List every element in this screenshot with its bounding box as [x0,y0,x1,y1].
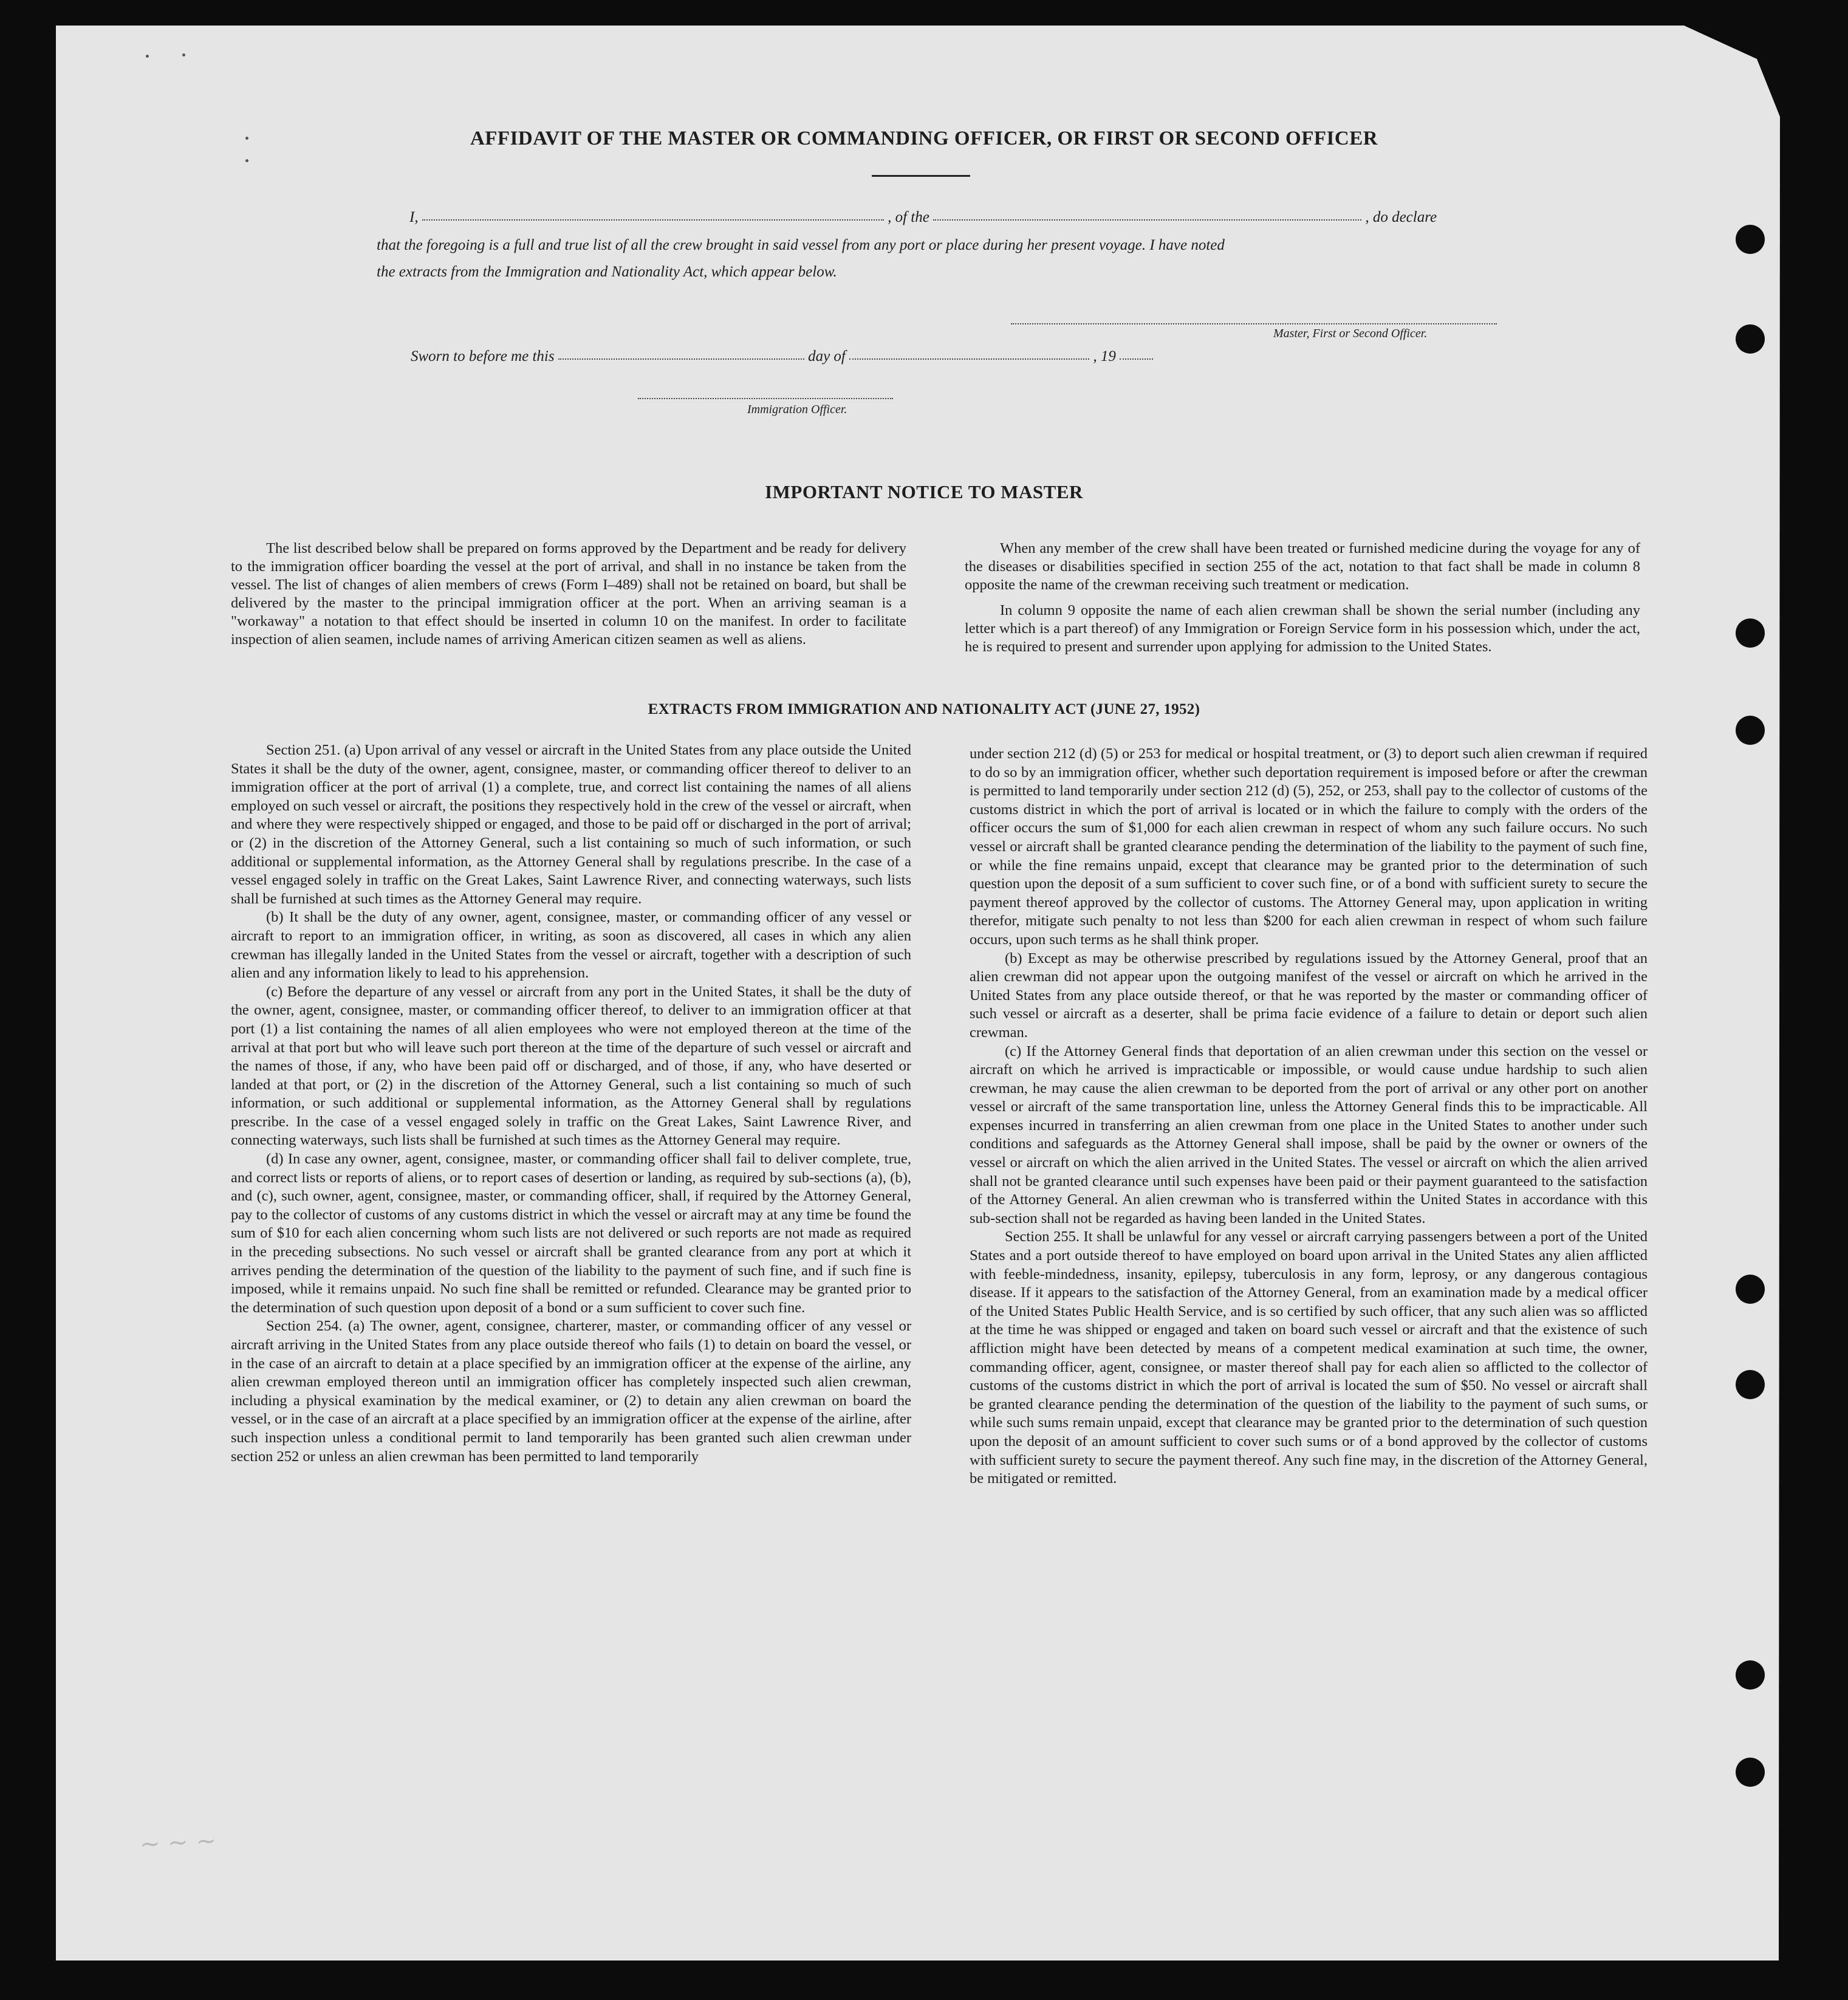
binder-hole [1736,324,1765,354]
speck [245,159,248,162]
year-prefix: , 19 [1093,348,1116,365]
i-label: I, [409,209,419,225]
binder-hole [1736,225,1765,254]
day-blank [558,358,804,360]
declaration-line [409,209,1437,226]
sworn-line [411,348,1153,365]
binder-hole [1736,1758,1765,1787]
binder-hole [1736,1370,1765,1399]
name-blank [422,219,884,221]
month-blank [849,358,1089,360]
of-the-label: , of the [888,209,929,225]
affidavit-title: AFFIDAVIT OF THE MASTER OR COMMANDING OFFICER, OR FIRST OR SECOND OFFICER [470,128,1378,149]
do-declare-label: , do declare [1365,209,1437,225]
section-254-a: Section 254. (a) The owner, agent, consignee, charterer, master, or commanding officer of any vessel or aircraft arriving in the United States from any place outside thereof who fails (1) to detain on board the vessel, or in the case of an aircraft to detain at a place specified by an immigration officer at the expense of the airline, any alien crewman employed thereon until an immigration officer has completely inspected such alien crewman, including a physical examination by the medical examiner, or (2) to detain any alien crewman on board the vessel, or in the case of an aircraft at a place specified by an immigration officer at the expense of the airline, after such inspection unless a conditional permit to land temporarily has been granted such alien crewman under section 252 or unless an alien crewman has been permitted to land temporarily [231,1318,911,1465]
binder-hole [1736,1660,1765,1690]
section-251-c: (c) Before the departure of any vessel or aircraft from any port in the United States, it shall be the duty of the owner, agent, consignee, master, or commanding officer thereof, to deliver to an immigration officer at that port (1) a list containing the names of all alien employees who were not employed thereon at the time of the arrival at that port but who will leave such port thereon at the time of the departure of such vessel or aircraft and the names of those, if any, who have been paid off or discharged, and of those, if any, who have deserted or landed at that port, or (2) in the discretion of the Attorney General, such a list containing so much of such information, or such additional or supplemental information, as the Attorney General shall by regulations prescribe. In the case of a vessel engaged solely in traffic on the Great Lakes, Saint Lawrence River, and connecting waterways, such lists shall be furnished at such times as the Attorney General may require. [231,983,911,1149]
title-rule [872,175,970,177]
binder-hole [1736,1275,1765,1304]
section-254-b: (b) Except as may be otherwise prescribed by regulations issued by the Attorney General, proof that an alien crewman did not appear upon the outgoing manifest of the vessel or aircraft on which he arrived in the United States from any place outside thereof, or that he was reported by the master or commanding officer of such vessel or aircraft as a deserter, shall be prima facie evidence of a failure to detain or deport such alien crewman. [970,950,1648,1041]
statement-line-1: that the foregoing is a full and true list of all the crew brought in said vessel from any port or place during her present voyage. I have noted [377,237,1225,253]
officer-signature-label: Immigration Officer. [747,403,847,416]
section-254-a-continued: under section 212 (d) (5) or 253 for medical or hospital treatment, or (3) to deport such alien crewman if required to do so by an immigration officer, whether such deportation requirement is imposed before or after the crewman is permitted to land temporarily under section 212 (d) (5), 252, or 253, shall pay to the collector of customs of the customs district in which the port of arrival is located or in which the failure to comply with the orders of the officer occurs the sum of $1,000 for each alien crewman in respect of whom any such failure occurs. No such vessel or aircraft shall be granted clearance pending the determination of the liability to the payment of such fine, or while the fine remains unpaid, except that clearance may be granted prior to the determination of such question upon the deposit of a sum sufficient to cover such fine, or of a bond with sufficient surety to secure the payment thereof approved by the collector of customs. The Attorney General may, upon application in writing therefor, mitigate such penalty to not less than $200 for each alien crewman in respect of whom such failure occurs, upon such terms as he shall think proper. [970,745,1648,948]
master-signature-line [1011,323,1497,324]
notice-right-paragraph-1: When any member of the crew shall have been treated or furnished medicine during the voyage for any of the diseases or disabilities specified in section 255 of the act, notation to that fact shall be made in column 8 opposite the name of the crewman receiving such treatment or medication. [965,540,1640,593]
notice-right-paragraph-2: In column 9 opposite the name of each alien crewman shall be shown the serial number (including any letter which is a part thereof) of any Immigration or Foreign Service form in his possession which, under the act, he is required to present and surrender upon applying for admission to the United States. [965,602,1640,655]
section-254-c: (c) If the Attorney General finds that deportation of an alien crewman under this section on the vessel or aircraft on which he arrived is impracticable or impossible, or would cause undue hardship to such alien crewman, he may cause the alien crewman to be deported from the port of arrival or any other port on another vessel or aircraft of the same transportation line, unless the Attorney General finds this to be impracticable. All expenses incurred in transferring an alien crewman from one place in the United States to another under such conditions and safeguards as the Attorney General shall impose, shall be paid by the owner or owners of the vessel or aircraft on which the alien arrived in the United States. The vessel or aircraft on which the alien arrived shall not be granted clearance until such expenses have been paid or their payment guaranteed to the satisfaction of the Attorney General. An alien crewman who is transferred within the United States in accordance with this sub-section shall not be regarded as having been landed in the United States. [970,1043,1648,1227]
notice-right-column [965,539,1640,663]
section-255: Section 255. It shall be unlawful for any vessel or aircraft carrying passengers between a port of the United States and a port outside thereof to have employed on board upon arrival in the United States any alien afflicted with feeble-mindedness, insanity, epilepsy, tuberculosis in any form, leprosy, or any dangerous contagious disease. If it appears to the satisfaction of the Attorney General, from an examination made by a medical officer of the United States Public Health Service, and is so certified by such officer, that any such alien was so afflicted at the time he was shipped or engaged and taken on board such vessel or aircraft and that the existence of such affliction might have been detected by means of a competent medical examination at such time, the owner, commanding officer, agent, consignee, or master thereof shall pay for each alien so afflicted to the collector of customs of the customs district in which the port of arrival is located the sum of $50. No vessel or aircraft shall be granted clearance pending the determination of the question of the liability to the payment of such sums, or while such sums remain unpaid, except that clearance may be granted prior to the determination of such question upon the deposit of an amount sufficient to cover such sums or of a bond approved by the collector of customs with sufficient surety to secure the payment thereof. Any such fine may, in the discretion of the Attorney General, be mitigated or remitted. [970,1228,1648,1487]
extracts-title: EXTRACTS FROM IMMIGRATION AND NATIONALITY ACT (JUNE 27, 1952) [648,701,1200,717]
binder-hole [1736,618,1765,648]
section-251-a: Section 251. (a) Upon arrival of any vessel or aircraft in the United States from any place outside the United States it shall be the duty of the owner, agent, consignee, master, or commanding officer thereof to deliver to an immigration officer at the port of arrival (1) a complete, true, and correct list containing the names of all aliens employed on such vessel or aircraft, the positions they respectively hold in the crew of the vessel or aircraft, when and where they were respectively shipped or engaged, and those to be paid off or discharged in the port of arrival; or (2) in the discretion of the Attorney General, such a list containing so much of such information, or such additional or supplemental information, as the Attorney General shall by regulations prescribe. In the case of a vessel engaged solely in traffic on the Great Lakes, Saint Lawrence River, and connecting waterways, such lists shall be furnished at such times as the Attorney General may require. [231,742,911,907]
extracts-right-column [970,745,1648,1488]
officer-signature-line [638,398,893,399]
notice-left-paragraph: The list described below shall be prepared on forms approved by the Department and be ready for delivery to the immigration officer boarding the vessel at the port of arrival, and shall in no instance be taken from the vessel. The list of changes of alien members of crews (Form I–489) shall not be retained on board, but shall be delivered by the master to the principal immigration officer at the port. When an arriving seaman is a "workaway" a notation to that effect should be inserted in column 10 on the manifest. In order to facilitate inspection of alien seamen, include names of arriving American citizen seamen as well as aliens. [231,540,906,648]
master-signature-label: Master, First or Second Officer. [1273,327,1428,340]
faint-signature-mark: ~ ~ ~ [139,1826,217,1859]
notice-title: IMPORTANT NOTICE TO MASTER [765,481,1083,502]
section-251-d: (d) In case any owner, agent, consignee, master, or commanding officer shall fail to deliver complete, true, and correct lists or reports of aliens, or to report cases of desertion or landing, as required by sub-sections (a), (b), and (c), such owner, agent, consignee, master, or commanding officer, shall, if required by the Attorney General, pay to the collector of customs of any customs district in which the vessel or aircraft may at any time be found the sum of $10 for each alien concerning whom such lists are not delivered or such reports are not made as required in the preceding subsections. No such vessel or aircraft shall be granted clearance from any port at which it arrives pending the determination of the question of the liability to the payment of such fine, and if such fine is imposed, while it remains unpaid. No such fine shall be remitted or refunded. Clearance may be granted prior to the determination of such question upon deposit of a bond or a sum sufficient to cover such fine. [231,1151,911,1316]
notice-left-column [231,539,906,656]
day-of-label: day of [808,348,846,365]
section-251-b: (b) It shall be the duty of any owner, agent, consignee, master, or commanding officer of any vessel or aircraft to report to an immigration officer, in writing, as soon as discovered, all cases in which any alien crewman has illegally landed in the United States from the vessel or aircraft, together with a description of such alien and any information likely to lead to his apprehension. [231,909,911,982]
speck [182,53,185,57]
year-blank [1120,358,1153,360]
sworn-label: Sworn to before me this [411,348,555,365]
vessel-blank [933,219,1361,221]
binder-hole [1736,716,1765,745]
statement-line-2: the extracts from the Immigration and Nationality Act, which appear below. [377,264,837,280]
extracts-left-column [231,741,911,1466]
speck [146,55,149,58]
